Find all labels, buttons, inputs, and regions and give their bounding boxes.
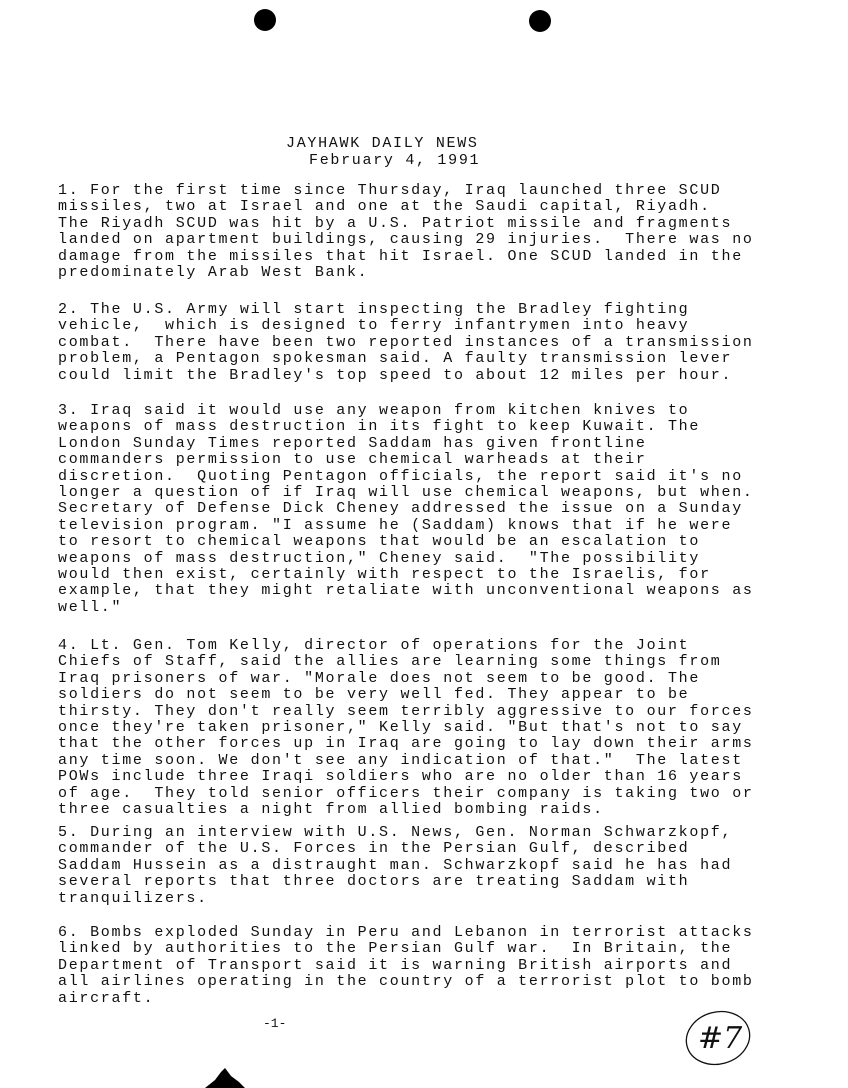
text-line: discretion. Quoting Pentagon officials, the report said it's no — [58, 467, 743, 485]
news-item-5 — [58, 825, 732, 907]
text-line: missiles, two at Israel and one at the Saudi capital, Riyadh. — [58, 198, 711, 216]
text-line: Chiefs of Staff, said the allies are learning some things from — [58, 653, 722, 671]
text-line: 5. During an interview with U.S. News, Gen. Norman Schwarzkopf, — [58, 824, 733, 841]
text-line: 1. For the first time since Thursday, Iraq launched three SCUD — [58, 182, 722, 199]
punch-hole-right — [529, 10, 551, 32]
svg-text:#7: #7 — [698, 1021, 743, 1056]
text-line: thirsty. They don't really seem terribly aggressive to our forces — [58, 702, 754, 720]
text-line: could limit the Bradley's top speed to about 12 miles per hour. — [58, 366, 733, 384]
text-line: 4. Lt. Gen. Tom Kelly, director of operations for the Joint — [58, 637, 690, 654]
text-line: longer a question of if Iraq will use chemical weapons, but when. — [58, 483, 754, 501]
scan-artifact — [205, 1068, 245, 1088]
text-line: commanders permission to use chemical warheads at their — [58, 451, 647, 469]
news-item-4 — [58, 638, 754, 818]
text-line: example, that they might retaliate with unconventional weapons as — [58, 582, 754, 600]
text-line: 2. The U.S. Army will start inspecting the Bradley fighting — [58, 301, 690, 318]
text-line: well." — [58, 598, 123, 616]
news-item-1 — [58, 183, 754, 281]
text-line: vehicle, which is designed to ferry infantrymen into heavy — [58, 317, 690, 335]
news-item-3 — [58, 403, 754, 616]
text-line: problem, a Pentagon spokesman said. A faulty transmission lever — [58, 350, 733, 368]
document-title: JAYHAWK DAILY NEWS — [286, 135, 479, 152]
text-line: tranquilizers. — [58, 889, 208, 907]
text-line: any time soon. We don't see any indication of that." The latest — [58, 751, 743, 769]
text-line: combat. There have been two reported instances of a transmission — [58, 333, 754, 351]
text-line: Department of Transport said it is warning British airports and — [58, 956, 733, 974]
text-line: 3. Iraq said it would use any weapon from kitchen knives to — [58, 402, 690, 419]
text-line: to resort to chemical weapons that would be an escalation to — [58, 533, 701, 551]
text-line: linked by authorities to the Persian Gulf war. In Britain, the — [58, 940, 733, 958]
text-line: of age. They told senior officers their company is taking two or — [58, 784, 754, 802]
text-line: soldiers do not seem to be very well fed. They appear to be — [58, 686, 690, 704]
document-date: February 4, 1991 — [309, 152, 481, 169]
punch-hole-left — [254, 9, 276, 31]
text-line: POWs include three Iraqi soldiers who are no older than 16 years — [58, 768, 743, 786]
text-line: London Sunday Times reported Saddam has given frontline — [58, 434, 647, 452]
text-line: Iraq prisoners of war. "Morale does not seem to be good. The — [58, 669, 701, 687]
text-line: that the other forces up in Iraq are going to lay down their arms — [58, 735, 754, 753]
text-line: commander of the U.S. Forces in the Persian Gulf, described — [58, 840, 690, 858]
text-line: once they're taken prisoner," Kelly said. "But that's not to say — [58, 718, 743, 736]
text-line: several reports that three doctors are treating Saddam with — [58, 873, 690, 891]
text-line: weapons of mass destruction," Cheney said. "The possibility — [58, 549, 701, 567]
page-number: -1- — [263, 1016, 287, 1031]
text-line: Secretary of Defense Dick Cheney addressed the issue on a Sunday — [58, 500, 743, 518]
text-line: Saddam Hussein as a distraught man. Schwarzkopf said he has had — [58, 856, 733, 874]
text-line: aircraft. — [58, 989, 155, 1007]
text-line: television program. "I assume he (Saddam) knows that if he were — [58, 516, 733, 534]
text-line: would then exist, certainly with respect to the Israelis, for — [58, 565, 711, 583]
text-line: landed on apartment buildings, causing 29 injuries. There was no — [58, 231, 754, 249]
text-line: weapons of mass destruction in its fight to keep Kuwait. The — [58, 418, 701, 436]
text-line: The Riyadh SCUD was hit by a U.S. Patriot missile and fragments — [58, 214, 733, 232]
news-item-2 — [58, 302, 754, 384]
text-line: predominately Arab West Bank. — [58, 263, 369, 281]
text-line: 6. Bombs exploded Sunday in Peru and Lebanon in terrorist attacks — [58, 924, 754, 941]
text-line: three casualties a night from allied bombing raids. — [58, 800, 604, 818]
text-line: all airlines operating in the country of a terrorist plot to bomb — [58, 973, 754, 991]
handwritten-circled-number — [678, 1000, 758, 1070]
news-item-6 — [58, 925, 754, 1007]
text-line: damage from the missiles that hit Israel. One SCUD landed in the — [58, 247, 743, 265]
